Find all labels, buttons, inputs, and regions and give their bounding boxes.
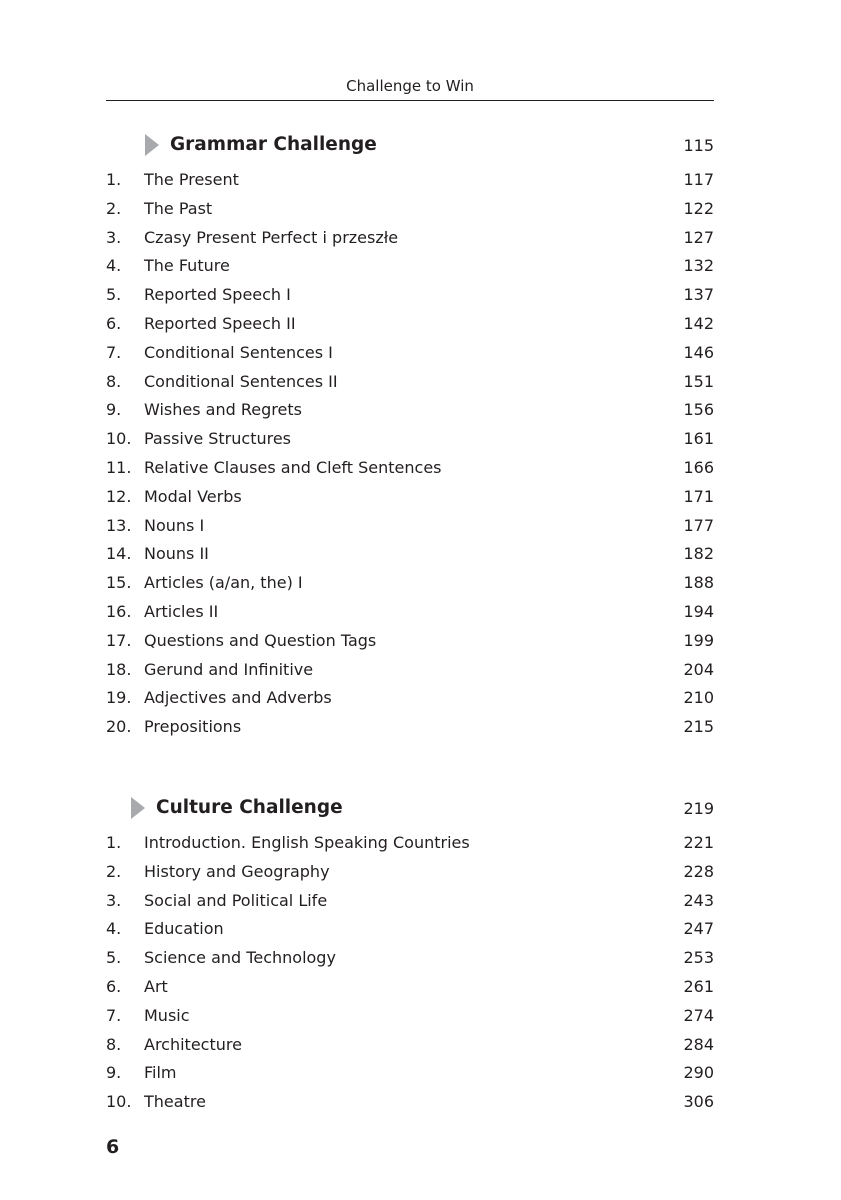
entry-title: Modal Verbs	[144, 486, 242, 506]
header-rule	[106, 100, 714, 101]
entry-page-number: 253	[683, 948, 714, 968]
entry-number: 18.	[106, 659, 132, 679]
entry-title: Music	[144, 1005, 190, 1025]
toc-entry	[106, 829, 714, 858]
entry-title: Art	[144, 976, 168, 996]
entry-page-number: 247	[683, 919, 714, 939]
entry-title: Science and Technology	[144, 948, 336, 968]
entry-page-number: 210	[683, 688, 714, 708]
entry-page-number: 215	[683, 717, 714, 737]
entry-number: 3.	[106, 227, 122, 247]
entry-title: Theatre	[144, 1092, 206, 1112]
entry-title: Wishes and Regrets	[144, 400, 302, 420]
toc-entry	[106, 1031, 714, 1060]
entry-page-number: 122	[683, 198, 714, 218]
toc-entry	[106, 368, 714, 397]
entry-page-number: 194	[683, 601, 714, 621]
entry-page-number: 261	[683, 976, 714, 996]
entry-title: Film	[144, 1063, 177, 1083]
entry-page-number: 166	[683, 457, 714, 477]
toc-entry	[106, 627, 714, 656]
entry-number: 2.	[106, 198, 122, 218]
entry-title: Reported Speech I	[144, 285, 291, 305]
toc-entry	[106, 1088, 714, 1117]
culture-challenge-contents-list	[106, 829, 714, 1117]
toc-entry	[106, 973, 714, 1002]
entry-title: Introduction. English Speaking Countries	[144, 833, 470, 852]
toc-entry	[106, 569, 714, 598]
toc-entry	[106, 684, 714, 713]
section-heading-grammar-challenge	[106, 130, 714, 160]
entry-page-number: 199	[683, 630, 714, 650]
entry-title: Questions and Question Tags	[144, 630, 377, 650]
entry-number: 19.	[106, 688, 132, 708]
entry-page-number: 228	[683, 861, 714, 881]
entry-title: Prepositions	[144, 717, 242, 737]
page-number: 6	[106, 1136, 120, 1158]
entry-page-number: 243	[683, 890, 714, 910]
entry-number: 20.	[106, 717, 132, 737]
toc-entry	[106, 713, 714, 742]
entry-number: 10.	[106, 429, 132, 449]
section-page-number: 115	[683, 136, 714, 155]
toc-entry	[106, 944, 714, 973]
entry-title: Nouns I	[144, 515, 205, 535]
entry-number: 4.	[106, 256, 122, 276]
toc-entry	[106, 195, 714, 224]
toc-entry	[106, 915, 714, 944]
entry-title: Relative Clauses and Cleft Sentences	[144, 457, 442, 477]
toc-entry	[106, 1059, 714, 1088]
entry-title: Gerund and Infinitive	[144, 659, 314, 679]
entry-number: 16.	[106, 601, 132, 621]
entry-number: 1.	[106, 170, 122, 189]
toc-entry	[106, 310, 714, 339]
entry-number: 7.	[106, 1005, 122, 1025]
entry-page-number: 290	[683, 1063, 714, 1083]
entry-page-number: 188	[683, 573, 714, 593]
entry-number: 17.	[106, 630, 132, 650]
entry-title: History and Geography	[144, 861, 330, 881]
entry-page-number: 171	[683, 486, 714, 506]
entry-number: 2.	[106, 861, 122, 881]
triangle-right-icon	[131, 797, 145, 819]
entry-page-number: 204	[683, 659, 714, 679]
entry-title: Conditional Sentences I	[144, 342, 333, 362]
entry-page-number: 132	[683, 256, 714, 276]
toc-entry	[106, 512, 714, 541]
entry-number: 9.	[106, 400, 122, 420]
entry-title: Social and Political Life	[144, 890, 328, 910]
entry-page-number: 182	[683, 544, 714, 564]
entry-number: 15.	[106, 573, 132, 593]
entry-number: 4.	[106, 919, 122, 939]
entry-number: 7.	[106, 342, 122, 362]
entry-number: 3.	[106, 890, 122, 910]
running-head: Challenge to Win	[346, 77, 474, 95]
entry-title: Architecture	[144, 1034, 242, 1054]
grammar-challenge-contents-list	[106, 166, 714, 742]
entry-title: Articles (a/an, the) I	[144, 573, 303, 593]
entry-title: Passive Structures	[144, 429, 292, 449]
entry-page-number: 161	[683, 429, 714, 449]
entry-title: Adjectives and Adverbs	[144, 688, 332, 708]
entry-page-number: 151	[683, 371, 714, 391]
entry-page-number: 221	[683, 833, 714, 852]
toc-entry	[106, 656, 714, 685]
section-title: Grammar Challenge	[170, 134, 377, 155]
entry-page-number: 156	[683, 400, 714, 420]
entry-page-number: 274	[683, 1005, 714, 1025]
entry-title: Nouns II	[144, 544, 209, 564]
toc-entry	[106, 598, 714, 627]
entry-number: 12.	[106, 486, 132, 506]
entry-title: Reported Speech II	[144, 313, 296, 333]
entry-number: 1.	[106, 833, 122, 852]
toc-entry	[106, 396, 714, 425]
entry-page-number: 137	[683, 285, 714, 305]
toc-entry	[106, 1002, 714, 1031]
toc-entry	[106, 425, 714, 454]
triangle-right-icon	[145, 134, 159, 156]
entry-number: 6.	[106, 313, 122, 333]
entry-page-number: 306	[683, 1092, 714, 1112]
toc-entry	[106, 540, 714, 569]
entry-page-number: 177	[683, 515, 714, 535]
entry-title: The Future	[144, 256, 230, 276]
toc-entry	[106, 887, 714, 916]
toc-entry	[106, 339, 714, 368]
entry-number: 13.	[106, 515, 132, 535]
toc-entry	[106, 166, 714, 195]
section-title: Culture Challenge	[156, 797, 343, 818]
entry-number: 14.	[106, 544, 132, 564]
entry-number: 8.	[106, 1034, 122, 1054]
section-page-number: 219	[683, 799, 714, 818]
entry-page-number: 117	[683, 170, 714, 189]
entry-number: 10.	[106, 1092, 132, 1112]
entry-number: 5.	[106, 948, 122, 968]
toc-entry	[106, 281, 714, 310]
entry-page-number: 284	[683, 1034, 714, 1054]
toc-entry	[106, 252, 714, 281]
entry-number: 8.	[106, 371, 122, 391]
toc-entry	[106, 483, 714, 512]
entry-page-number: 146	[683, 342, 714, 362]
toc-entry	[106, 454, 714, 483]
entry-page-number: 142	[683, 313, 714, 333]
entry-title: Czasy Present Perfect i przeszłe	[144, 227, 399, 247]
entry-title: Conditional Sentences II	[144, 371, 338, 391]
section-heading-culture-challenge	[106, 793, 714, 823]
entry-number: 9.	[106, 1063, 122, 1083]
entry-title: The Present	[144, 170, 239, 189]
entry-title: The Past	[144, 198, 213, 218]
entry-number: 5.	[106, 285, 122, 305]
toc-entry	[106, 224, 714, 253]
entry-title: Education	[144, 919, 224, 939]
toc-entry	[106, 858, 714, 887]
entry-number: 11.	[106, 457, 132, 477]
entry-title: Articles II	[144, 601, 219, 621]
entry-number: 6.	[106, 976, 122, 996]
entry-page-number: 127	[683, 227, 714, 247]
